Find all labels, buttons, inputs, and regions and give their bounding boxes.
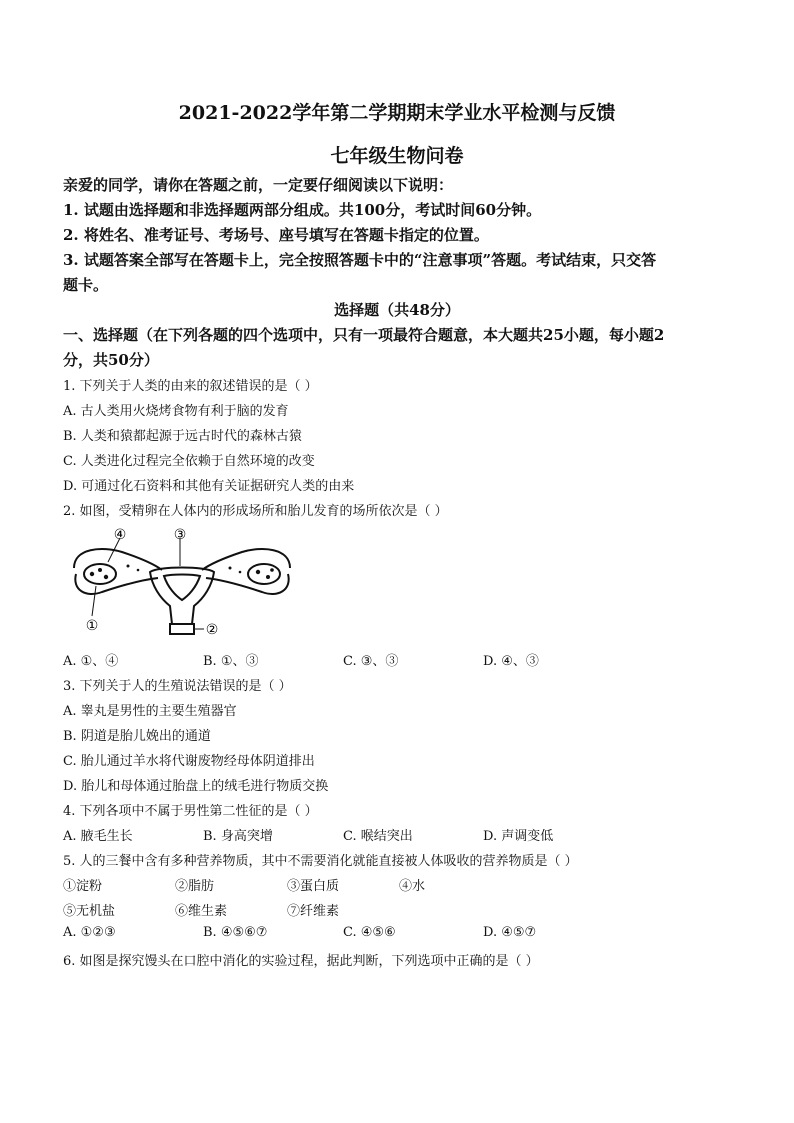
q1-stem: 1. 下列关于人类的由来的叙述错误的是（ ） [63,379,318,394]
q4-option-c: C. 喉结突出 [343,829,413,844]
instruction-1: 1. 试题由选择题和非选择题两部分组成。共100分，考试时间60分钟。 [63,201,542,219]
q5-option-d: D. ④⑤⑦ [483,925,537,940]
q2-stem: 2. 如图，受精卵在人体内的形成场所和胎儿发育的场所依次是（ ） [63,504,448,519]
q5-item-5: ⑤无机盐 [63,904,116,919]
q1-option-d: D. 可通过化石资料和其他有关证据研究人类的由来 [63,479,355,494]
q3-option-a: A. 睾丸是男性的主要生殖器官 [63,704,237,719]
q1-option-b: B. 人类和猿都起源于远古时代的森林古猿 [63,429,302,444]
q2-option-b: B. ①、③ [203,654,259,669]
q5-item-6: ⑥维生素 [175,904,228,919]
q5-option-a: A. ①②③ [63,925,116,940]
exam-title: 2021-2022学年第二学期期末学业水平检测与反馈 [178,102,616,124]
q4-option-a: A. 腋毛生长 [63,829,133,844]
figure-label-4: ④ [113,527,127,543]
instruction-3: 3. 试题答案全部写在答题卡上，完全按照答题卡中的“注意事项”答题。考试结束，只交答 [63,251,657,269]
q2-option-d: D. ④、③ [483,654,539,669]
q3-option-d: D. 胎儿和母体通过胎盘上的绒毛进行物质交换 [63,779,329,794]
section-heading-2: 分，共50分） [63,351,159,369]
instruction-2: 2. 将姓名、准考证号、考场号、座号填写在答题卡指定的位置。 [63,226,489,244]
q5-stem: 5. 人的三餐中含有多种营养物质，其中不需要消化就能直接被人体吸收的营养物质是（ ） [63,854,578,869]
section-heading-1: 一、选择题（在下列各题的四个选项中，只有一项最符合题意，本大题共25小题，每小题2 [63,326,665,344]
q4-option-d: D. 声调变低 [483,829,554,844]
q5-option-b: B. ④⑤⑥⑦ [203,925,268,940]
exam-subtitle: 七年级生物问卷 [330,145,464,167]
q4-stem: 4. 下列各项中不属于男性第二性征的是（ ） [63,804,318,819]
q2-option-c: C. ③、③ [343,654,399,669]
figure-label-3: ③ [173,527,187,543]
q5-option-c: C. ④⑤⑥ [343,925,396,940]
q6-stem: 6. 如图是探究馒头在口腔中消化的实验过程，据此判断，下列选项中正确的是（ ） [63,954,539,969]
q5-item-1: ①淀粉 [63,879,103,894]
q1-option-a: A. 古人类用火烧烤食物有利于脑的发育 [63,404,289,419]
q5-item-2: ②脂肪 [175,879,215,894]
figure-label-2: ② [205,622,219,638]
uterus-diagram [62,526,302,638]
section-title: 选择题（共48分） [334,301,460,319]
instruction-3-cont: 题卡。 [63,276,109,294]
instructions-intro: 亲爱的同学，请你在答题之前，一定要仔细阅读以下说明： [63,176,454,194]
q2-option-a: A. ①、④ [63,654,119,669]
q1-option-c: C. 人类进化过程完全依赖于自然环境的改变 [63,454,315,469]
q3-option-b: B. 阴道是胎儿娩出的通道 [63,729,211,744]
q3-stem: 3. 下列关于人的生殖说法错误的是（ ） [63,679,292,694]
q5-item-4: ④水 [399,879,426,894]
q3-option-c: C. 胎儿通过羊水将代谢废物经母体阴道排出 [63,754,315,769]
q4-option-b: B. 身高突增 [203,829,273,844]
q5-item-3: ③蛋白质 [287,879,340,894]
q5-item-7: ⑦纤维素 [287,904,340,919]
figure-label-1: ① [85,618,99,634]
